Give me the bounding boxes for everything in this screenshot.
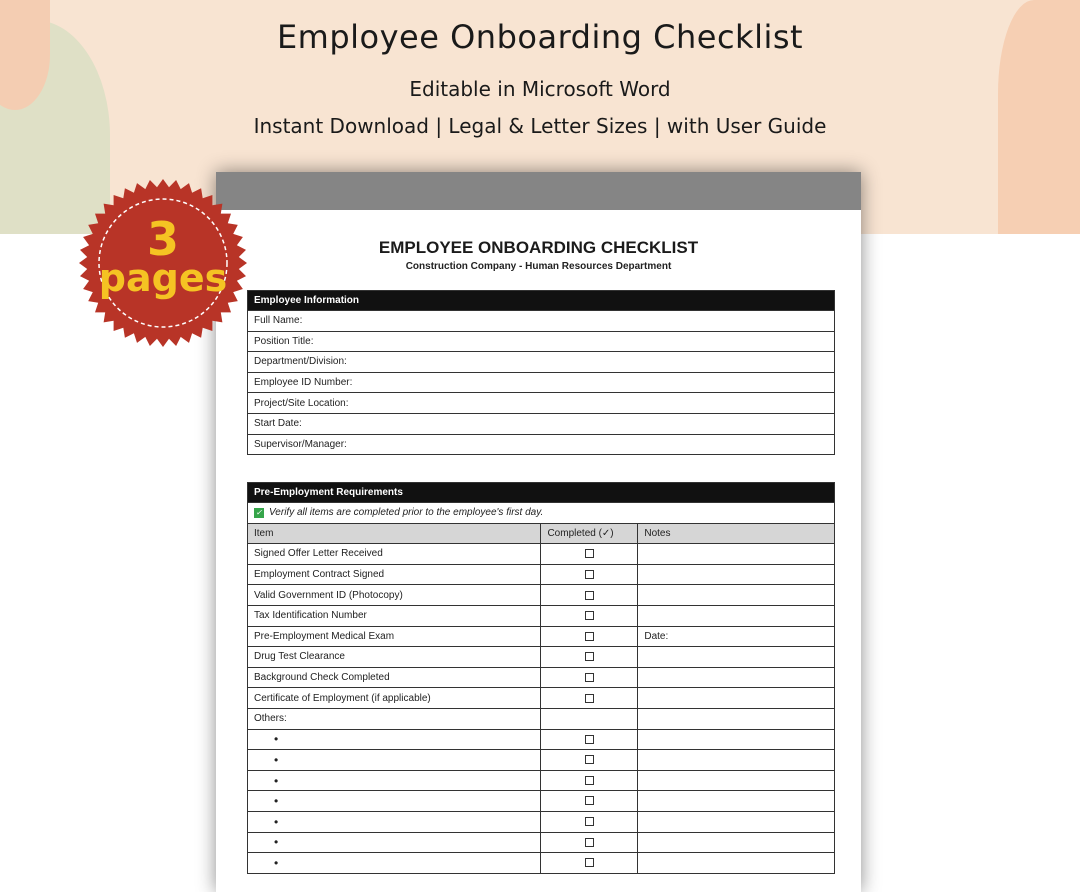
- table-row: [248, 811, 835, 832]
- bullet-item: •: [248, 832, 541, 853]
- item-cell: Employment Contract Signed: [248, 564, 541, 585]
- checkbox-icon: [585, 611, 594, 620]
- table-row: [248, 853, 835, 874]
- checkbox-icon: [585, 570, 594, 579]
- table-row: [248, 544, 835, 565]
- others-label: Others:: [248, 708, 541, 729]
- info-field: Start Date:: [248, 413, 835, 434]
- item-cell: Drug Test Clearance: [248, 647, 541, 668]
- section-heading: Pre-Employment Requirements: [248, 483, 835, 503]
- document-title: EMPLOYEE ONBOARDING CHECKLIST: [378, 238, 699, 257]
- bullet-item: •: [248, 811, 541, 832]
- checkbox-icon: [585, 694, 594, 703]
- completed-cell: [541, 688, 638, 709]
- table-row: [248, 626, 835, 647]
- bullet-item: •: [248, 770, 541, 791]
- completed-cell: [541, 605, 638, 626]
- section-heading: Employee Information: [248, 291, 835, 311]
- checkbox-icon: [585, 817, 594, 826]
- completed-cell: [541, 564, 638, 585]
- checkbox-icon: [585, 776, 594, 785]
- bullet-item: •: [248, 750, 541, 771]
- completed-cell: [541, 832, 638, 853]
- badge-word: pages: [98, 256, 228, 300]
- notes-cell: [638, 791, 835, 812]
- checkbox-icon: [585, 838, 594, 847]
- bullet-item: •: [248, 729, 541, 750]
- document-preview: [216, 172, 861, 892]
- pages-badge: [78, 178, 248, 348]
- item-cell: Pre-Employment Medical Exam: [248, 626, 541, 647]
- document-header-bar: [216, 172, 861, 210]
- notes-cell: [638, 688, 835, 709]
- completed-cell: [541, 647, 638, 668]
- notes-cell: [638, 585, 835, 606]
- checkbox-icon: [585, 652, 594, 661]
- completed-cell: [541, 729, 638, 750]
- info-field: Project/Site Location:: [248, 393, 835, 414]
- notes-cell: Date:: [638, 626, 835, 647]
- bullet-item: •: [248, 791, 541, 812]
- item-cell: Background Check Completed: [248, 667, 541, 688]
- verify-note: [248, 503, 835, 524]
- table-row: [248, 605, 835, 626]
- checkbox-icon: [585, 735, 594, 744]
- page-subtitle: Editable in Microsoft Word: [409, 77, 671, 101]
- checkbox-icon: [585, 673, 594, 682]
- notes-cell: [638, 811, 835, 832]
- checkbox-icon: [585, 549, 594, 558]
- checkbox-icon: [585, 755, 594, 764]
- table-row: [248, 667, 835, 688]
- notes-cell: [638, 708, 835, 729]
- completed-cell: [541, 708, 638, 729]
- completed-cell: [541, 770, 638, 791]
- completed-cell: [541, 667, 638, 688]
- pre-employment-table: [247, 482, 835, 874]
- badge-number: 3: [146, 212, 179, 266]
- column-header-item: Item: [248, 523, 541, 544]
- notes-cell: [638, 667, 835, 688]
- notes-cell: [638, 750, 835, 771]
- info-field: Department/Division:: [248, 352, 835, 373]
- table-row: [248, 832, 835, 853]
- info-field: Full Name:: [248, 311, 835, 332]
- info-field: Employee ID Number:: [248, 372, 835, 393]
- notes-cell: [638, 564, 835, 585]
- table-row: [248, 688, 835, 709]
- completed-cell: [541, 626, 638, 647]
- table-row: [248, 647, 835, 668]
- table-row: [248, 729, 835, 750]
- bullet-item: •: [248, 853, 541, 874]
- table-row: [248, 585, 835, 606]
- completed-cell: [541, 811, 638, 832]
- table-row: [248, 708, 835, 729]
- check-box-icon: ✓: [255, 507, 263, 517]
- verify-note-text: Verify all items are completed prior to the employee's first day.: [269, 507, 544, 519]
- table-row: [248, 770, 835, 791]
- table-row: [248, 750, 835, 771]
- notes-cell: [638, 853, 835, 874]
- completed-cell: [541, 853, 638, 874]
- checkbox-icon: [585, 632, 594, 641]
- completed-cell: [541, 544, 638, 565]
- item-cell: Certificate of Employment (if applicable): [248, 688, 541, 709]
- notes-cell: [638, 770, 835, 791]
- item-cell: Valid Government ID (Photocopy): [248, 585, 541, 606]
- notes-cell: [638, 832, 835, 853]
- page-title: Employee Onboarding Checklist: [276, 18, 804, 56]
- checkbox-icon: [585, 796, 594, 805]
- notes-cell: [638, 729, 835, 750]
- completed-cell: [541, 750, 638, 771]
- feature-line: Instant Download | Legal & Letter Sizes | with User Guide: [253, 114, 827, 138]
- notes-cell: [638, 544, 835, 565]
- column-header-notes: Notes: [638, 523, 835, 544]
- info-field: Supervisor/Manager:: [248, 434, 835, 455]
- notes-cell: [638, 647, 835, 668]
- table-row: [248, 791, 835, 812]
- item-cell: Signed Offer Letter Received: [248, 544, 541, 565]
- table-row: [248, 564, 835, 585]
- employee-information-table: [247, 290, 835, 455]
- document-subtitle: Construction Company - Human Resources Department: [405, 261, 672, 272]
- completed-cell: [541, 791, 638, 812]
- info-field: Position Title:: [248, 331, 835, 352]
- checkbox-icon: [585, 858, 594, 867]
- item-cell: Tax Identification Number: [248, 605, 541, 626]
- notes-cell: [638, 605, 835, 626]
- completed-cell: [541, 585, 638, 606]
- checkbox-icon: [585, 591, 594, 600]
- column-header-completed: Completed (✓): [541, 523, 638, 544]
